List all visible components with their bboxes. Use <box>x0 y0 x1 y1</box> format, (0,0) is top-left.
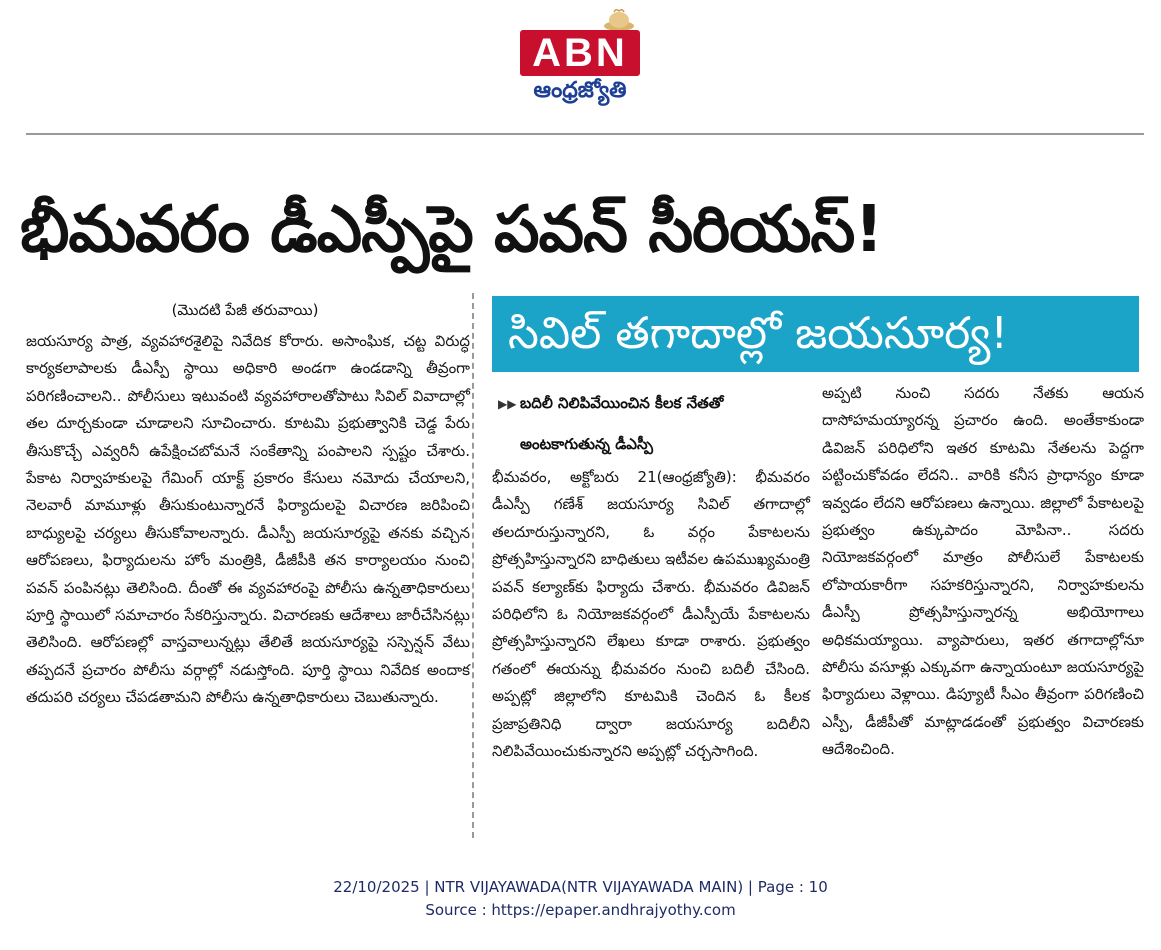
abn-logo <box>500 8 660 103</box>
footer <box>0 876 1161 922</box>
tea-cup-icon <box>602 8 636 32</box>
continuation-note: (మొదటి పేజీ తరువాయి) <box>171 301 319 319</box>
article-column-1: జయసూర్య పాత్ర, వ్యవహారశైలిపై నివేదిక కోరారు. అసాంఘిక, చట్ట విరుద్ధ కార్యకలాపాలకు డీఎస్పీ స్థాయి అధికారి అండగా ఉండడాన్ని తీవ్రంగా పరిగణించాలని.. పోలీసులు ఇటువంటి వ్యవహారాలతోపాటు సివిల్ వివాదాల్లో తల దూర్చకుండా చూడాలని సూచించారు. కూటమి ప్రభుత్వానికి చెడ్డ పేరు తీసుకొచ్చే ఎవ్వరినీ ఉపేక్షించబోమనే సంకేతాన్ని పంపాలని స్పష్టం చేశారు. పేకాట నిర్వాహకులపై గేమింగ్ యాక్ట్ ప్రకారం కేసులు నమోదు చేయాలని, నెలవారీ మామూళ్లు తీసుకుంటున్నారనే ఫిర్యాదులపై విచారణ జరిపించి బాధ్యులపై చర్యలు తీసుకోవాలన్నారు. డీఎస్పీ జయసూర్యపై తనకు వచ్చిన ఆరోపణలు, ఫిర్యాదులను హోం మంత్రికి, డీజీపీకి తన కార్యాలయం నుంచి పవన్ పంపినట్లు తెలిసింది. దీంతో ఈ వ్యవహారంపై పోలీసు ఉన్నతాధికారులు పూర్తి స్థాయిలో సమాచారం సేకరిస్తున్నారు. విచారణకు ఆదేశాలు జారీచేసినట్లు తెలిసింది. ఆరోపణల్లో వాస్తవాలున్నట్లు తేలితే జయసూర్యపై సస్పెన్షన్ వేటు తప్పదనే ప్రచారం పోలీసు వర్గాల్లో నడుస్తోంది. పూర్తి స్థాయి నివేదిక అందాక తదుపరి చర్యలు చేపడతామని పోలీసు ఉన్నతాధికారులు చెబుతున్నారు. <box>26 332 470 707</box>
sub-headline-banner: సివిల్ తగాదాల్లో జయసూర్య! <box>492 296 1139 372</box>
column-divider <box>472 293 474 838</box>
logo-brand: ABN <box>520 30 640 76</box>
article-column-2: భీమవరం, అక్టోబరు 21(ఆంధ్రజ్యోతి): భీమవరం డీఎస్పీ గణేశ్ జయసూర్య సివిల్ తగాదాల్లో తలదూరుస్తున్నారని, ఓ వర్గం పేకాటలను ప్రోత్సహిస్తున్నారని బాధితులు ఇటీవల ఉపముఖ్యమంత్రి పవన్ కల్యాణ్‌కు ఫిర్యాదు చేశారు. భీమవరం డివిజన్ పరిధిలోని ఓ నియోజకవర్గంలో డీఎస్పీయే పేకాటలను ప్రోత్సహిస్తున్నారని లేఖలు కూడా రాశారు. ప్రభుత్వం గతంలో ఈయన్ను భీమవరం నుంచి బదిలీ చేసింది. అప్పట్లో జిల్లాలోని కూటమికి చెందిన ఓ కీలక ప్రజాప్రతినిధి ద్వారా జయసూర్య బదిలీని నిలిపివేయించుకున్నారని అప్పట్లో చర్చసాగింది. <box>492 468 810 761</box>
kicker-line-2: అంటకాగుతున్న డీఎస్పీ <box>520 435 653 453</box>
kicker <box>498 383 808 464</box>
footer-source-line: Source : https://epaper.andhrajyothy.com <box>425 901 736 919</box>
top-rule <box>26 133 1144 135</box>
footer-edition-line: 22/10/2025 | NTR VIJAYAWADA(NTR VIJAYAWADA MAIN) | Page : 10 <box>333 878 828 896</box>
kicker-line-1: బదిలీ నిలిపివేయించిన కీలక నేతతో <box>520 394 724 412</box>
double-arrow-icon: ▶▶ <box>498 397 517 411</box>
article-column-3: అప్పటి నుంచి సదరు నేతకు ఆయన దాసోహమయ్యారన్న ప్రచారం ఉంది. అంతేకాకుండా డివిజన్ పరిధిలోని ఇతర కూటమి నేతలను పెద్దగా పట్టించుకోవడం లేదని.. వారికి కనీస ప్రాధాన్యం కూడా ఇవ్వడం లేదని ఆరోపణలు ఉన్నాయి. జిల్లాలో పేకాటలపై ప్రభుత్వం ఉక్కుపాదం మోపినా.. సదరు నియోజకవర్గంలో మాత్రం పోలీసులే పేకాటలకు లోపాయకారీగా సహకరిస్తున్నారని, నిర్వాహకులను డీఎస్పీ ప్రోత్సహిస్తున్నారన్న అభియోగాలు అధికమయ్యాయి. వ్యాపారులు, ఇతర తగాదాల్లోనూ పోలీసు వసూళ్లు ఎక్కువగా ఉన్నాయంటూ జయసూర్యపై ఫిర్యాదులు వెళ్లాయి. డిప్యూటీ సీఎం తీవ్రంగా పరిగణించి ఎస్పీ, డీజీపీతో మాట్లాడడంతో ప్రభుత్వం విచారణకు ఆదేశించింది. <box>822 384 1144 759</box>
logo-subtitle: ఆంధ్రజ్యోతి <box>533 78 627 103</box>
main-headline: భీమవరం డీఎస్పీపై పవన్ సీరియస్! <box>20 193 883 267</box>
